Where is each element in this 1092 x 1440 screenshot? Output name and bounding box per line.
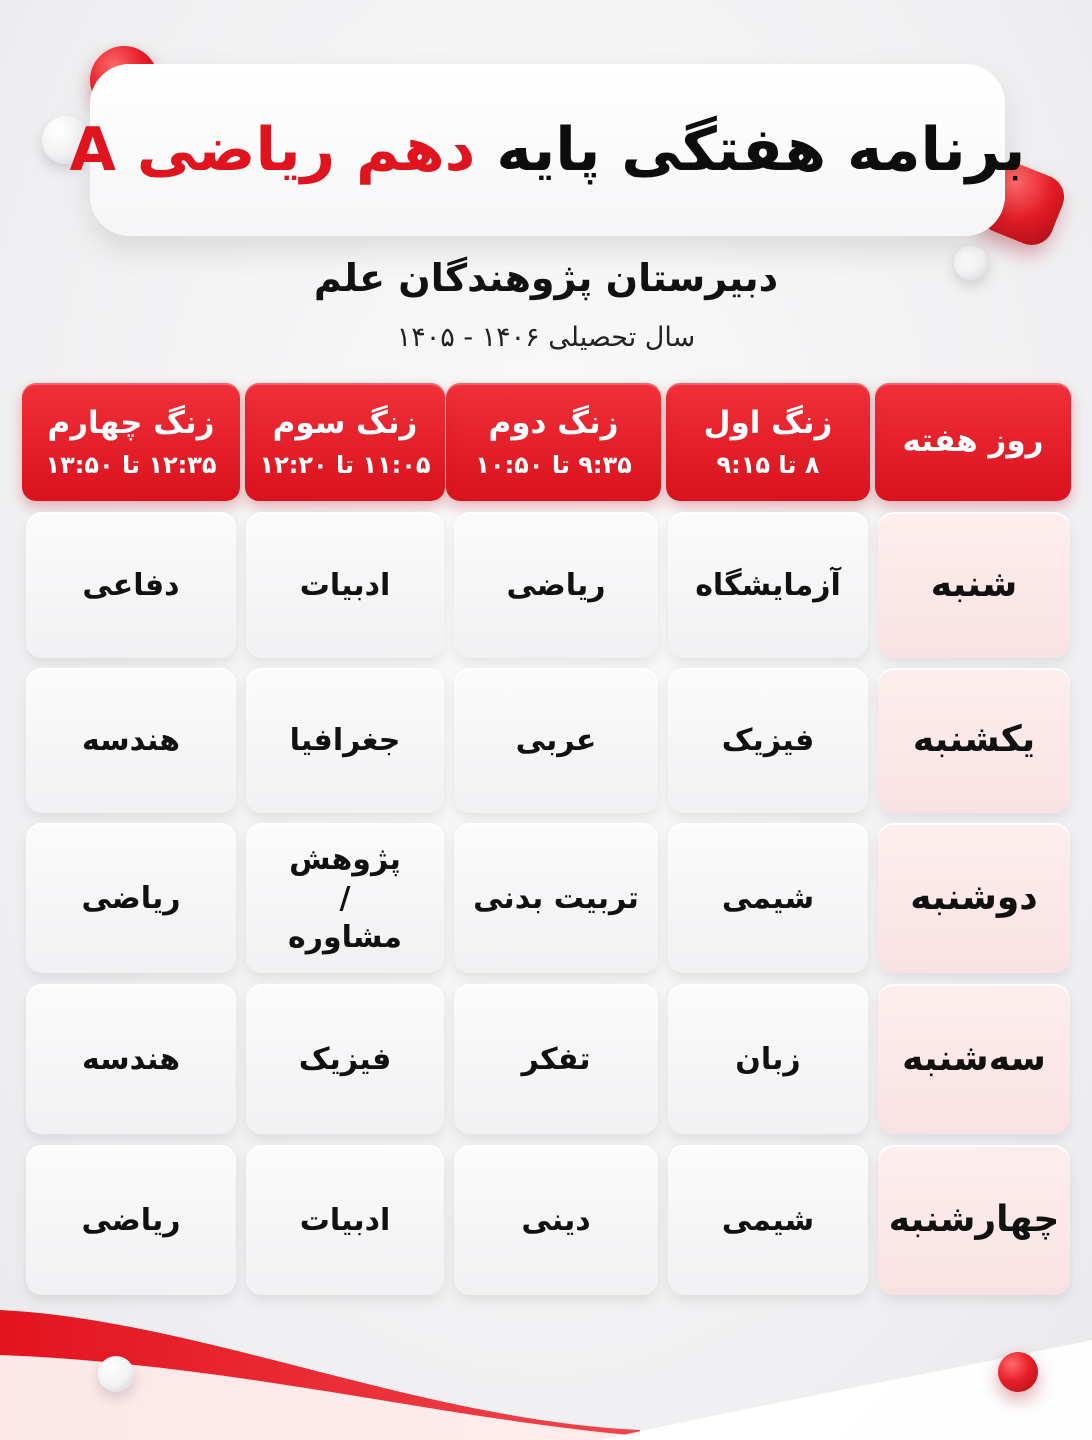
day-cell: چهارشنبه bbox=[878, 1145, 1070, 1295]
class-cell: ریاضی bbox=[454, 512, 658, 658]
header-period-2 bbox=[446, 383, 661, 501]
header-period-4 bbox=[22, 383, 240, 501]
period-label: زنگ دوم bbox=[488, 405, 619, 442]
academic-year: سال تحصیلی ۱۴۰۶ - ۱۴۰۵ bbox=[396, 322, 696, 353]
class-cell: تربیت بدنی bbox=[454, 823, 658, 973]
header-period-1 bbox=[666, 383, 870, 501]
class-cell: شیمی bbox=[668, 823, 868, 973]
header-period-3 bbox=[245, 383, 445, 501]
class-cell: هندسه bbox=[26, 668, 236, 813]
class-cell: فیزیک bbox=[246, 984, 444, 1134]
class-cell: ادبیات bbox=[246, 1145, 444, 1295]
class-cell: تفکر bbox=[454, 984, 658, 1134]
class-cell: عربی bbox=[454, 668, 658, 813]
page-title bbox=[70, 115, 1026, 185]
class-cell: هندسه bbox=[26, 984, 236, 1134]
class-cell: فیزیک bbox=[668, 668, 868, 813]
period-time: ۱۱:۰۵ تا ۱۲:۲۰ bbox=[259, 450, 431, 479]
period-label: زنگ چهارم bbox=[47, 405, 215, 442]
class-cell: پژوهش / مشاوره bbox=[246, 823, 444, 973]
class-cell: ریاضی bbox=[26, 823, 236, 973]
day-cell: یکشنبه bbox=[878, 668, 1070, 813]
title-prefix: برنامه هفتگی پایه bbox=[496, 115, 1026, 185]
class-cell: ریاضی bbox=[26, 1145, 236, 1295]
class-cell: شیمی bbox=[668, 1145, 868, 1295]
red-sphere-decoration bbox=[998, 1352, 1038, 1392]
period-time: ۸ تا ۹:۱۵ bbox=[716, 450, 820, 479]
bottom-wave-decoration bbox=[0, 1280, 1092, 1440]
day-cell: سه‌شنبه bbox=[878, 984, 1070, 1134]
period-label: زنگ سوم bbox=[272, 405, 418, 442]
day-cell: دوشنبه bbox=[878, 823, 1070, 973]
period-time: ۱۲:۳۵ تا ۱۳:۵۰ bbox=[45, 450, 217, 479]
title-accent: دهم ریاضی A bbox=[69, 115, 476, 185]
period-label: زنگ اول bbox=[703, 405, 833, 442]
header-day-label: روز هفته bbox=[902, 423, 1044, 460]
class-cell: جغرافیا bbox=[246, 668, 444, 813]
class-cell: دینی bbox=[454, 1145, 658, 1295]
title-card bbox=[69, 64, 1026, 236]
day-cell: شنبه bbox=[878, 512, 1070, 658]
period-time: ۹:۳۵ تا ۱۰:۵۰ bbox=[475, 450, 632, 479]
header-day bbox=[875, 383, 1071, 501]
class-cell: دفاعی bbox=[26, 512, 236, 658]
class-cell: آزمایشگاه bbox=[668, 512, 868, 658]
school-name: دبیرستان پژوهندگان علم bbox=[313, 256, 779, 300]
class-cell: زبان bbox=[668, 984, 868, 1134]
class-cell: ادبیات bbox=[246, 512, 444, 658]
white-sphere-decoration bbox=[98, 1356, 134, 1392]
